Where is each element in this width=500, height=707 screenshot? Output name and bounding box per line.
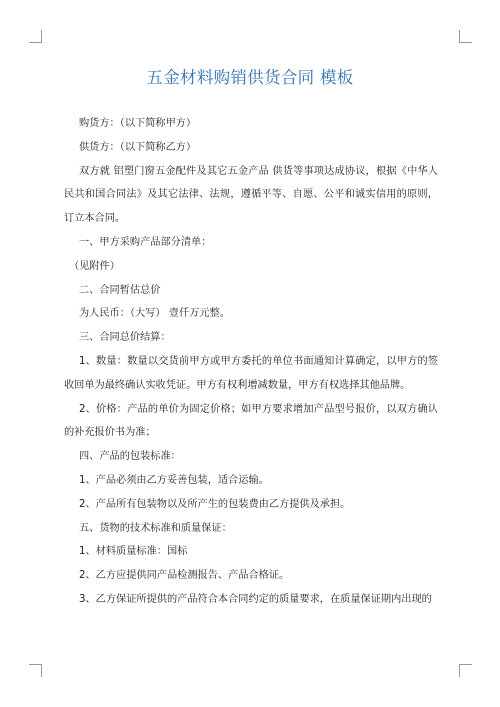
clause-quantity: 1、数量：数量以交货前甲方或甲方委托的单位书面通知计算确定，以甲方的签收回单为最终确认实收凭证。甲方有权利增减数量，甲方有权选择其他品牌。 bbox=[64, 355, 438, 391]
crop-mark-bottom-left bbox=[29, 664, 42, 677]
seller-line: 供货方：（以下简称乙方） bbox=[79, 141, 197, 153]
clause-quality-2: 2、乙方应提供同产品检测报告、产品合格证。 bbox=[79, 570, 290, 582]
crop-mark-top-left bbox=[29, 30, 42, 43]
attachment-note: （见附件） bbox=[69, 260, 120, 272]
section-heading-2: 二、合同暂估总价 bbox=[79, 284, 161, 296]
clause-quality-1: 1、材料质量标准：国标 bbox=[79, 546, 188, 558]
document-body bbox=[64, 112, 438, 612]
buyer-line: 购货方：（以下简称甲方） bbox=[79, 118, 197, 129]
section-heading-4: 四、产品的包装标准： bbox=[79, 451, 181, 463]
agreement-paragraph: 双方就 铝塑门窗五金配件及其它五金产品 供货等事项达成协议，根据《中华人民共和国合同法》及其它法律、法规，遵循平等、自愿、公平和诚实信用的原则，订立本合同。 bbox=[64, 165, 438, 225]
clause-packaging-1: 1、产品必须由乙方妥善包装，适合运输。 bbox=[79, 474, 269, 486]
clause-price: 2、价格：产品的单价为固定价格；如甲方要求增加产品型号报价，以双方确认的补充报价书为准； bbox=[64, 403, 438, 439]
section-heading-3: 三、合同总价结算： bbox=[79, 332, 171, 344]
document-title: 五金材料购销供货合同 模板 bbox=[146, 68, 354, 87]
section-heading-1: 一、甲方采购产品部分清单： bbox=[79, 236, 212, 248]
total-price-line: 为人民币：（大写） 壹仟万元整。 bbox=[79, 308, 230, 320]
section-heading-5: 五、货物的技术标准和质量保证： bbox=[79, 522, 232, 534]
clause-quality-3: 3、乙方保证所提供的产品符合本合同约定的质量要求，在质量保证期内出现的 bbox=[79, 593, 432, 605]
crop-mark-bottom-right bbox=[459, 664, 472, 677]
clause-packaging-2: 2、产品所有包装物以及所产生的包装费由乙方提供及承担。 bbox=[79, 498, 351, 510]
crop-mark-top-right bbox=[459, 30, 472, 43]
